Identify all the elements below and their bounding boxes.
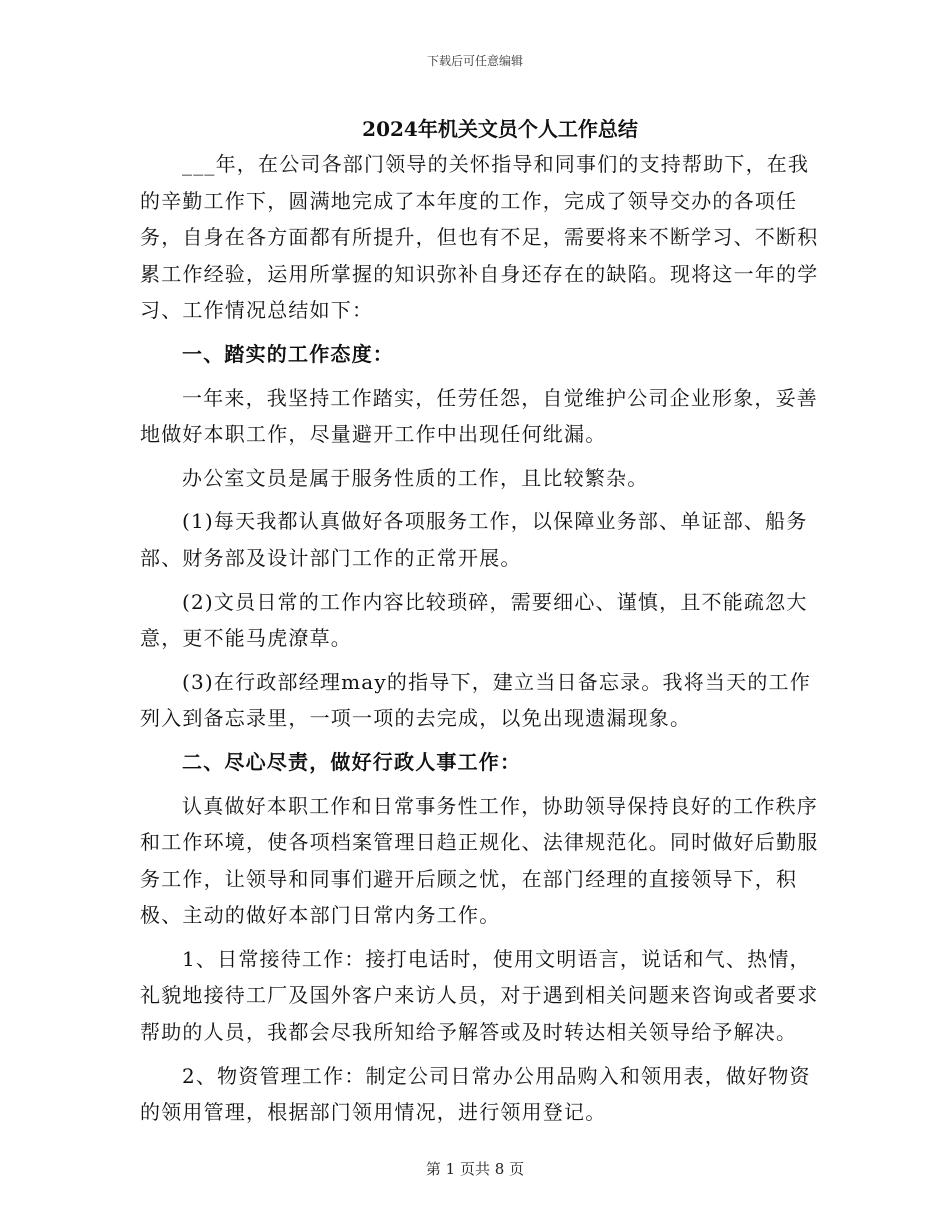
paragraph-item-1: (1)每天我都认真做好各项服务工作，以保障业务部、单证部、船务部、财务部及设计部门工作的正常开展。	[140, 509, 808, 570]
paragraph-reception: 1、日常接待工作：接打电话时，使用文明语言，说话和气、热情，礼貌地接待工厂及国外客户来访人员，对于遇到相关问题来咨询或者要求帮助的人员，我都会尽我所知给予解答或及时转达相关领导给予解决。	[140, 946, 819, 1045]
paragraph-item-2: (2)文员日常的工作内容比较琐碎，需要细心、谨慎，且不能疏忽大意，更不能马虎潦草。	[140, 589, 808, 651]
page-header: 下载后可任意编辑	[426, 54, 523, 68]
paragraph-clerk-nature: 办公室文员是属于服务性质的工作，且比较繁杂。	[182, 465, 649, 490]
paragraph-admin-work: 认真做好本职工作和日常事务性工作，协助领导保持良好的工作秩序和工作环境，使各项档案管理日趋正规化、法律规范化。同时做好后勤服务工作，让领导和同事们避开后顾之忧，在部门经理的直接领导下，积极、主动的做好本部门日常内务工作。	[140, 793, 819, 928]
section-heading-2: 二、尽心尽责，做好行政人事工作：	[182, 749, 522, 774]
intro-paragraph: ___年，在公司各部门领导的关怀指导和同事们的支持帮助下，在我的辛勤工作下，圆满地完成了本年度的工作，完成了领导交办的各项任务，自身在各方面都有所提升，但也有不足，需要将来不断学习、不断积累工作经验，运用所掌握的知识弥补自身还存在的缺陷。现将这一年的学习、工作情况总结如下：	[140, 152, 819, 323]
page-footer: 第 1 页共 8 页	[425, 1160, 525, 1178]
document-body	[140, 112, 820, 1131]
paragraph-work-attitude: 一年来，我坚持工作踏实，任劳任怨，自觉维护公司企业形象，妥善地做好本职工作，尽量避开工作中出现任何纰漏。	[140, 385, 818, 447]
section-heading-1: 一、踏实的工作态度：	[182, 341, 394, 366]
paragraph-item-3: (3)在行政部经理may的指导下，建立当日备忘录。我将当天的工作列入到备忘录里，一项一项的去完成，以免出现遗漏现象。	[140, 669, 811, 731]
document-title: 2024年机关文员个人工作总结	[362, 117, 638, 141]
paragraph-supplies: 2、物资管理工作：制定公司日常办公用品购入和领用表，做好物资的领用管理，根据部门领用情况，进行领用登记。	[140, 1063, 811, 1125]
